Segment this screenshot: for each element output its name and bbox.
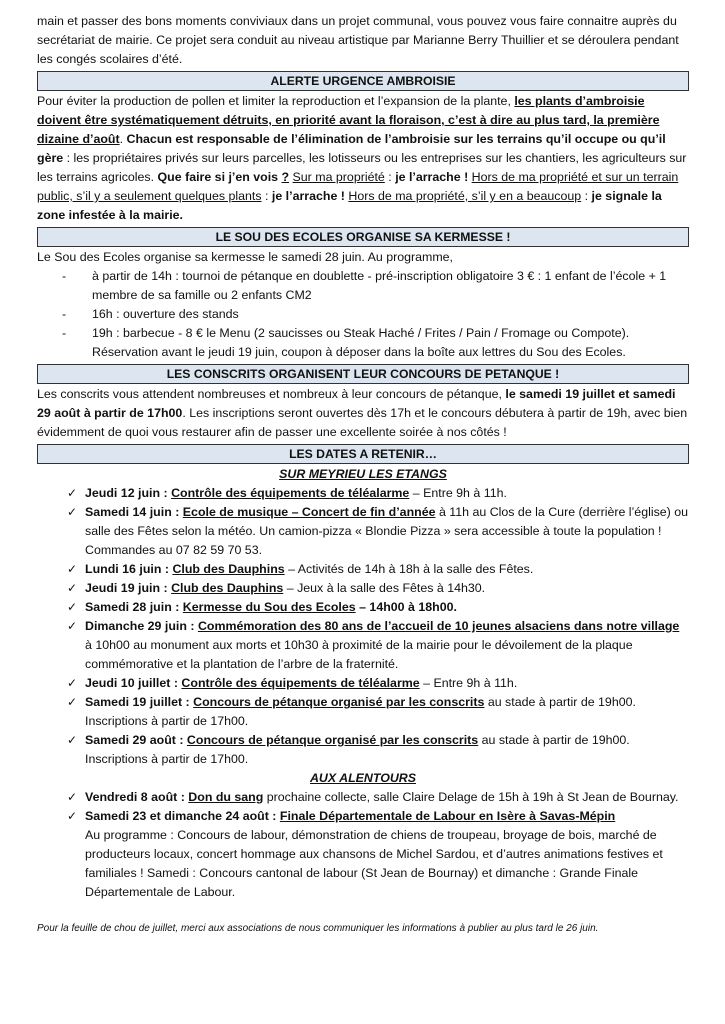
text: : les propriétaires privés sur leurs parcelles, les lotisseurs ou les entreprises sur les chantiers, les agriculteurs sur les terrains agricoles. — [37, 151, 687, 184]
event-date: Samedi 14 juin : — [85, 505, 180, 519]
event-item — [37, 674, 689, 693]
event-name: Club des Dauphins — [172, 562, 285, 576]
event-details: au stade à partir de 19h00. Inscriptions à partir de 17h00. — [85, 695, 636, 728]
event-date: Lundi 16 juin : — [85, 562, 169, 576]
event-details: Au programme : Concours de labour, démonstration de chiens de troupeau, broyage de bois, marché de producteurs locaux, concert hommage aux chansons de Michel Sardou, et d’autres animations festives et familiales ! Samedi : Concours cantonal de labour (St Jean de Bournay) et dimanche : Grande Finale Départementale de Labour. — [85, 828, 663, 899]
action: je l’arrache ! — [395, 170, 469, 184]
list-item-text: 16h : ouverture des stands — [92, 307, 239, 321]
event-details: – 14h00 à 18h00. — [355, 600, 457, 614]
checkmark-icon: ✓ — [67, 600, 78, 614]
event-name: Commémoration des 80 ans de l’accueil de 10 jeunes alsaciens dans notre village — [197, 619, 680, 633]
event-name: Contrôle des équipements de téléalarme — [181, 676, 420, 690]
sou-intro: Le Sou des Ecoles organise sa kermesse le samedi 28 juin. Au programme, — [37, 250, 453, 264]
list-item — [37, 324, 689, 362]
section-alentours: AUX ALENTOURS — [309, 771, 416, 785]
intro-line: secrétariat de mairie. Ce projet sera conduit au niveau artistique par Marianne Berry Thuillier et se déroulera pendant — [37, 33, 679, 47]
text: : — [388, 170, 392, 184]
event-date: Samedi 29 août : — [85, 733, 184, 747]
checkmark-icon: ✓ — [67, 581, 78, 595]
intro-paragraph — [37, 12, 689, 69]
event-date: Samedi 23 et dimanche 24 août : — [85, 809, 277, 823]
conscrits-heading: LES CONSCRITS ORGANISENT LEUR CONCOURS DE PETANQUE ! — [37, 364, 689, 384]
checkmark-icon: ✓ — [67, 562, 78, 576]
event-date: Jeudi 12 juin : — [85, 486, 168, 500]
case-label: Sur ma propriété — [292, 170, 385, 184]
event-name: Contrôle des équipements de téléalarme — [171, 486, 410, 500]
action: je l’arrache ! — [271, 189, 345, 203]
event-details: – Jeux à la salle des Fêtes à 14h30. — [283, 581, 486, 595]
event-date: Dimanche 29 juin : — [85, 619, 195, 633]
text: . — [119, 132, 124, 146]
event-date: Vendredi 8 août : — [85, 790, 185, 804]
question-mark: ? — [281, 170, 290, 184]
destroy-notice: les plants d’ambroisie doivent être systématiquement détruits, en priorité avant la floraison, c’est à dire au plus tard, la première dizaine d’août — [37, 94, 660, 146]
list-item-text: 19h : barbecue - 8 € le Menu (2 saucisses ou Steak Haché / Frites / Pain / Fromage ou Compote). Réservation avant le jeudi 19 juin, coupon à déposer dans la boîte aux lettres du Sou des Ecoles. — [92, 326, 630, 359]
event-date: Samedi 28 juin : — [85, 600, 180, 614]
checkmark-icon: ✓ — [67, 790, 78, 804]
checkmark-icon: ✓ — [67, 619, 78, 633]
event-item — [37, 788, 689, 807]
question: Que faire si j’en vois — [157, 170, 279, 184]
event-details: prochaine collecte, salle Claire Delage de 15h à 19h à St Jean de Bournay. — [263, 790, 679, 804]
newsletter-page — [37, 12, 689, 935]
event-details: – Entre 9h à 11h. — [409, 486, 507, 500]
intro-line: main et passer des bons moments conviviaux dans un projet communal, vous pouvez vous faire connaitre auprès du — [37, 14, 677, 28]
text: Pour éviter la production de pollen et limiter la reproduction et l’expansion de la plante, — [37, 94, 511, 108]
dash-marker: - — [62, 269, 67, 283]
event-item — [37, 598, 689, 617]
event-details: à 10h00 au monument aux morts et 10h30 à proximité de la mairie pour le dévoilement de la plaque commémorative et la plantation de l’arbre de la fraternité. — [85, 638, 633, 671]
text: Les conscrits vous attendent nombreuses et nombreux à leur concours de pétanque, — [37, 387, 502, 401]
event-item — [37, 617, 689, 674]
event-name: Concours de pétanque organisé par les conscrits — [186, 733, 479, 747]
event-name: Club des Dauphins — [171, 581, 284, 595]
event-item — [37, 693, 689, 731]
event-item — [37, 579, 689, 598]
event-date: Jeudi 19 juin : — [85, 581, 168, 595]
list-item — [37, 305, 689, 324]
dash-marker: - — [62, 307, 67, 321]
event-item — [37, 484, 689, 503]
event-details: – Activités de 14h à 18h à la salle des Fêtes. — [284, 562, 534, 576]
text: : — [265, 189, 269, 203]
dates-heading: LES DATES A RETENIR… — [37, 444, 689, 464]
dash-marker: - — [62, 326, 67, 340]
dates-highlight: le samedi 19 juillet et samedi 29 août à partir de 17h00 — [37, 387, 676, 420]
event-date: Samedi 19 juillet : — [85, 695, 190, 709]
text: . Les inscriptions seront ouvertes dès 17h et le concours débutera à partir de 19h, avec bien évidemment de quoi vous restaurer afin de passer une excellente soirée à nos côtés ! — [37, 406, 688, 439]
checkmark-icon: ✓ — [67, 809, 78, 823]
event-details: à 11h au Clos de la Cure (derrière l’église) ou salle des Fêtes selon la météo. Un camion-pizza « Blondie Pizza » sera accessible à toute la population ! Commandes au 07 82 59 70 53. — [85, 505, 689, 557]
list-item — [37, 267, 689, 305]
conscrits-paragraph — [37, 385, 689, 442]
sou-heading: LE SOU DES ECOLES ORGANISE SA KERMESSE ! — [37, 227, 689, 247]
checkmark-icon: ✓ — [67, 695, 78, 709]
intro-line: les congés scolaires d’été. — [37, 52, 183, 66]
checkmark-icon: ✓ — [67, 505, 78, 519]
event-details: au stade à partir de 19h00. Inscriptions à partir de 17h00. — [85, 733, 630, 766]
event-name: Ecole de musique – Concert de fin d’année — [182, 505, 436, 519]
event-name: Kermesse du Sou des Ecoles — [182, 600, 356, 614]
event-item — [37, 731, 689, 769]
text: : — [584, 189, 589, 203]
event-details: – Entre 9h à 11h. — [419, 676, 518, 690]
event-name: Don du sang — [188, 790, 264, 804]
ambroisie-paragraph — [37, 92, 689, 225]
responsibility-notice: Chacun est responsable de l’élimination de l’ambroisie sur les terrains qu’il occupe ou qu’il gère — [37, 132, 666, 165]
ambroisie-heading: ALERTE URGENCE AMBROISIE — [37, 71, 689, 91]
case-label: Hors de ma propriété et sur un terrain public, s’il y a seulement quelques plants — [37, 170, 679, 203]
event-name: Concours de pétanque organisé par les conscrits — [193, 695, 485, 709]
case-label: Hors de ma propriété, s’il y en a beaucoup — [348, 189, 582, 203]
checkmark-icon: ✓ — [67, 486, 78, 500]
list-item-text: à partir de 14h : tournoi de pétanque en doublette - pré-inscription obligatoire 3 € : 1 enfant de l’école + 1 membre de sa famille ou 2 enfants CM2 — [92, 269, 667, 302]
event-item — [37, 807, 689, 902]
event-date: Jeudi 10 juillet : — [85, 676, 178, 690]
event-name: Finale Départementale de Labour en Isère à Savas-Mépin — [279, 809, 616, 823]
section-meyrieu: SUR MEYRIEU LES ETANGS — [279, 467, 447, 481]
event-item — [37, 560, 689, 579]
event-item — [37, 503, 689, 560]
checkmark-icon: ✓ — [67, 733, 78, 747]
action: je signale la zone infestée à la mairie. — [37, 189, 662, 222]
footer-note: Pour la feuille de chou de juillet, merci aux associations de nous communiquer les informations à publier au plus tard le 26 juin. — [37, 923, 599, 934]
checkmark-icon: ✓ — [67, 676, 78, 690]
